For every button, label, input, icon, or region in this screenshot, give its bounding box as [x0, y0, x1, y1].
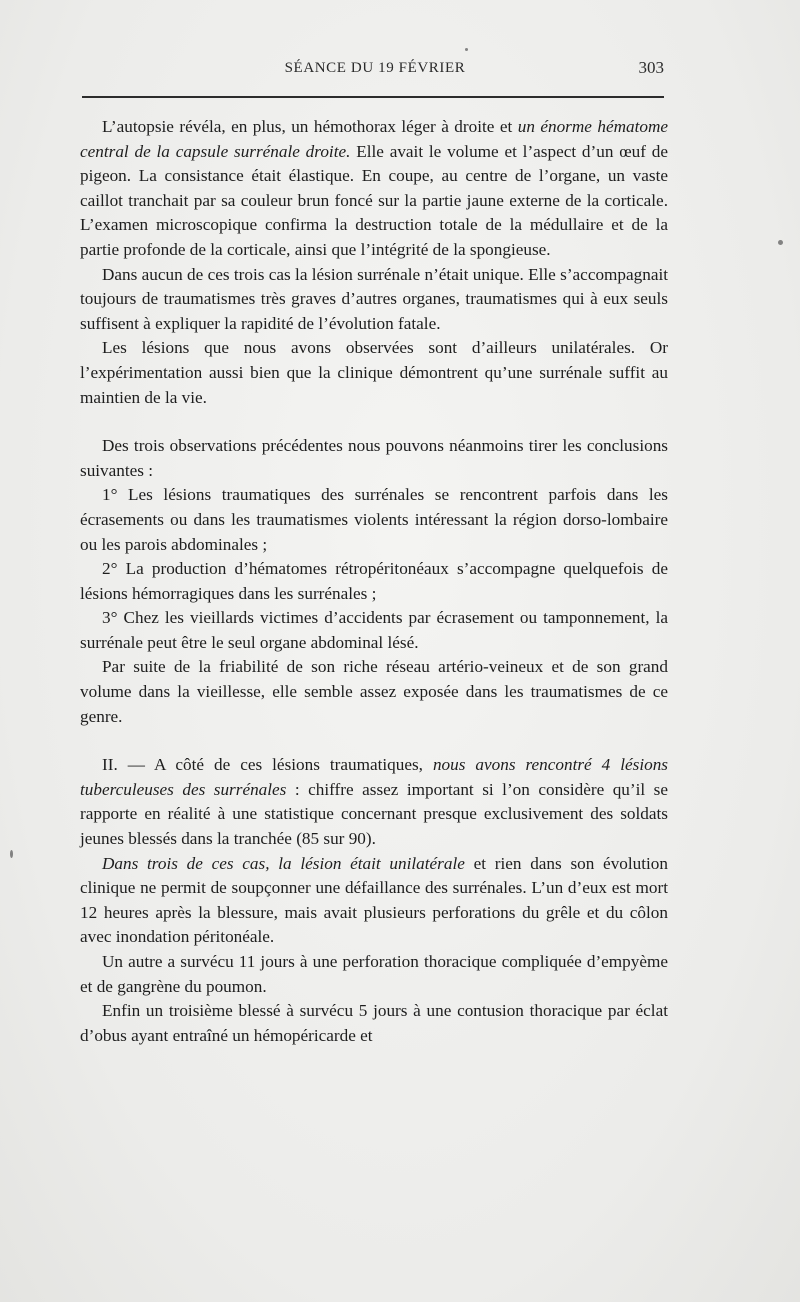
text-run: 2° La production d’hématomes rétropéritonéaux s’accompagne quelquefois de lésions hémorragiques dans les surrénales ; [80, 559, 668, 603]
scan-speck [465, 48, 468, 51]
paragraph [80, 336, 668, 410]
paragraph [80, 753, 668, 851]
paragraph [80, 606, 668, 655]
text-run: : chiffre assez important si l’on considère qu’il se rapporte en réalité à une statistique concernant presque exclusivement des soldats jeunes blessés dans la tranchée (85 sur 90). [80, 779, 668, 849]
page-number: 303 [638, 58, 664, 77]
running-head [82, 58, 668, 86]
text-run: L’autopsie révéla, en plus, un hémothorax léger à droite et [102, 117, 518, 136]
italic-text-run: un énorme hématome central de la capsule surrénale droite. [80, 117, 669, 161]
body-text [80, 115, 668, 1048]
paragraph [80, 115, 668, 263]
paragraph [80, 557, 668, 606]
paragraph [80, 483, 668, 557]
text-run: Enfin un troisième blessé à survécu 5 jours à une contusion thoracique par éclat d’obus ayant entraîné un hémopéricarde et [80, 1001, 668, 1045]
paragraph [80, 950, 668, 999]
paragraph [80, 263, 668, 337]
scan-speck [10, 850, 13, 858]
italic-text-run: Dans trois de ces cas, la lésion était unilatérale [102, 853, 465, 873]
text-run: 3° Chez les vieillards victimes d’accidents par écrasement ou tamponnement, la surrénale peut être le seul organe abdominal lésé. [80, 608, 668, 652]
text-run: Dans aucun de ces trois cas la lésion surrénale n’était unique. Elle s’accompagnait toujours de traumatismes très graves d’autres organes, traumatismes qui à eux seuls suffisent à expliquer la rapidité de l’évolution fatale. [80, 264, 668, 333]
text-run: Par suite de la friabilité de son riche réseau artério-veineux et de son grand volume dans la vieillesse, elle semble assez exposée dans les traumatismes de ce genre. [80, 657, 668, 726]
text-run: II. — A côté de ces lésions traumatiques, [102, 755, 433, 775]
paragraph [80, 434, 668, 483]
paragraph [80, 852, 668, 950]
paragraph [80, 655, 668, 729]
text-run: Les lésions que nous avons observées sont d’ailleurs unilatérales. Or l’expérimentation aussi bien que la clinique démontrent qu’une surrénale suffit au maintien de la vie. [80, 338, 668, 407]
text-run: Elle avait le volume et l’aspect d’un œuf de pigeon. La consistance était élastique. En coupe, au centre de l’organe, un vaste caillot tranchait par sa couleur brun foncé sur la partie jaune externe de la corticale. L’examen microscopique confirma la destruction totale de la médullaire et de la partie profonde de la corticale, ainsi que l’intégrité de la spongieuse. [80, 141, 668, 259]
paragraph-gap [80, 729, 668, 753]
header-rule [82, 96, 664, 98]
running-title: SÉANCE DU 19 FÉVRIER [284, 60, 466, 76]
text-run: Un autre a survécu 11 jours à une perforation thoracique compliquée d’empyème et de gangrène du poumon. [80, 952, 668, 996]
paragraph-gap [80, 410, 668, 434]
text-run: 1° Les lésions traumatiques des surrénales se rencontrent parfois dans les écrasements ou dans les traumatismes violents intéressant la région dorso-lombaire ou les parois abdominales ; [80, 485, 668, 554]
text-run: Des trois observations précédentes nous pouvons néanmoins tirer les conclusions suivantes : [80, 436, 668, 480]
paragraph [80, 999, 668, 1048]
text-run: et rien dans son évolution clinique ne permit de soupçonner une défaillance des surrénales. L’un d’eux est mort 12 heures après la blessure, mais avait plusieurs perforations du grêle et du côlon avec inondation péritonéale. [80, 853, 668, 947]
italic-text-run: nous avons rencontré 4 lésions tuberculeuses des surrénales [80, 755, 668, 799]
scan-speck [778, 240, 783, 245]
